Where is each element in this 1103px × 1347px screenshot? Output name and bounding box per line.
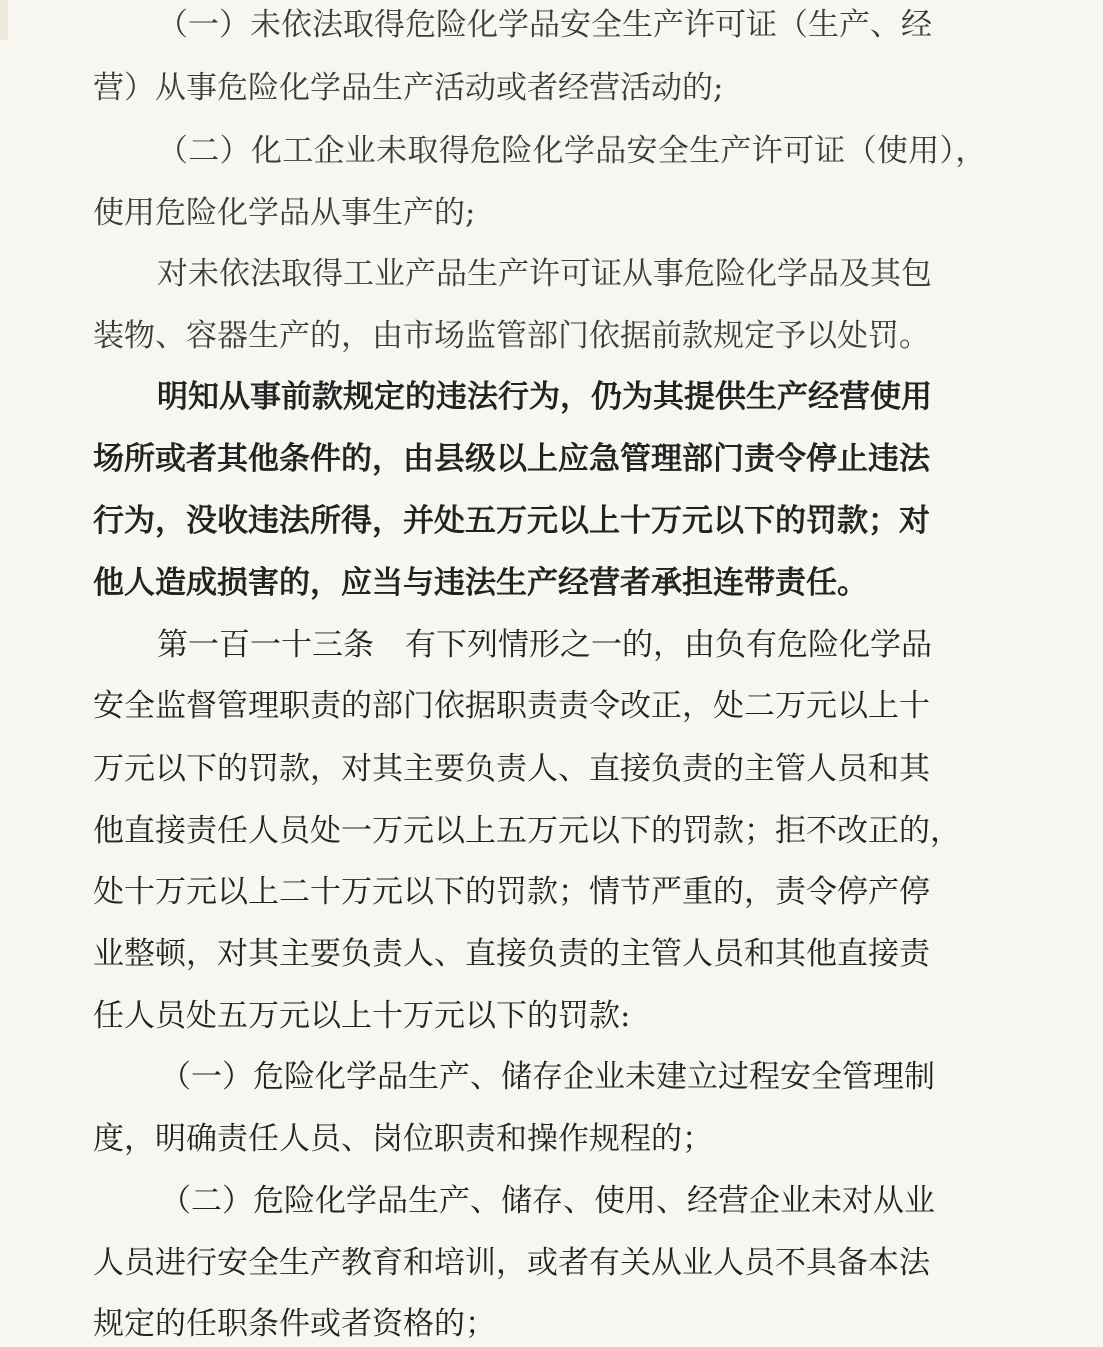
text-line-8: 场所或者其他条件的，由县级以上应急管理部门责令停止违法 bbox=[93, 441, 930, 477]
text-line-12: 安全监督管理职责的部门依据职责责令改正，处二万元以上十 bbox=[93, 688, 930, 724]
text-line-7: 明知从事前款规定的违法行为，仍为其提供生产经营使用 bbox=[157, 379, 932, 415]
text-line-18: （一）危险化学品生产、储存企业未建立过程安全管理制 bbox=[160, 1059, 935, 1095]
text-line-22: 规定的任职条件或者资格的； bbox=[93, 1306, 496, 1342]
text-line-19: 度，明确责任人员、岗位职责和操作规程的； bbox=[93, 1121, 713, 1157]
text-line-10: 他人造成损害的，应当与违法生产经营者承担连带责任。 bbox=[93, 565, 868, 601]
text-line-15: 处十万元以上二十万元以下的罚款；情节严重的，责令停产停 bbox=[93, 874, 930, 910]
text-line-3: （二）化工企业未取得危险化学品安全生产许可证（使用）， bbox=[157, 133, 987, 169]
text-line-21: 人员进行安全生产教育和培训，或者有关从业人员不具备本法 bbox=[93, 1245, 930, 1281]
scan-edge-shadow bbox=[0, 0, 8, 40]
text-line-17: 任人员处五万元以上十万元以下的罚款: bbox=[93, 998, 631, 1034]
text-line-1: （一）未依法取得危险化学品安全生产许可证（生产、经 bbox=[157, 7, 932, 43]
text-line-13: 万元以下的罚款，对其主要负责人、直接负责的主管人员和其 bbox=[93, 751, 930, 787]
text-line-9: 行为，没收违法所得，并处五万元以上十万元以下的罚款；对 bbox=[93, 503, 930, 539]
text-line-4: 使用危险化学品从事生产的; bbox=[93, 195, 476, 231]
text-line-16: 业整顿，对其主要负责人、直接负责的主管人员和其他直接责 bbox=[93, 936, 930, 972]
text-line-5: 对未依法取得工业产品生产许可证从事危险化学品及其包 bbox=[157, 256, 932, 292]
text-line-2: 营）从事危险化学品生产活动或者经营活动的; bbox=[93, 70, 724, 106]
text-line-14: 他直接责任人员处一万元以上五万元以下的罚款；拒不改正的， bbox=[93, 813, 961, 849]
text-line-6: 装物、容器生产的，由市场监管部门依据前款规定予以处罚。 bbox=[93, 318, 930, 354]
text-line-20: （二）危险化学品生产、储存、使用、经营企业未对从业 bbox=[160, 1183, 935, 1219]
article-113-heading-line: 第一百一十三条 有下列情形之一的，由负有危险化学品 bbox=[157, 627, 932, 663]
